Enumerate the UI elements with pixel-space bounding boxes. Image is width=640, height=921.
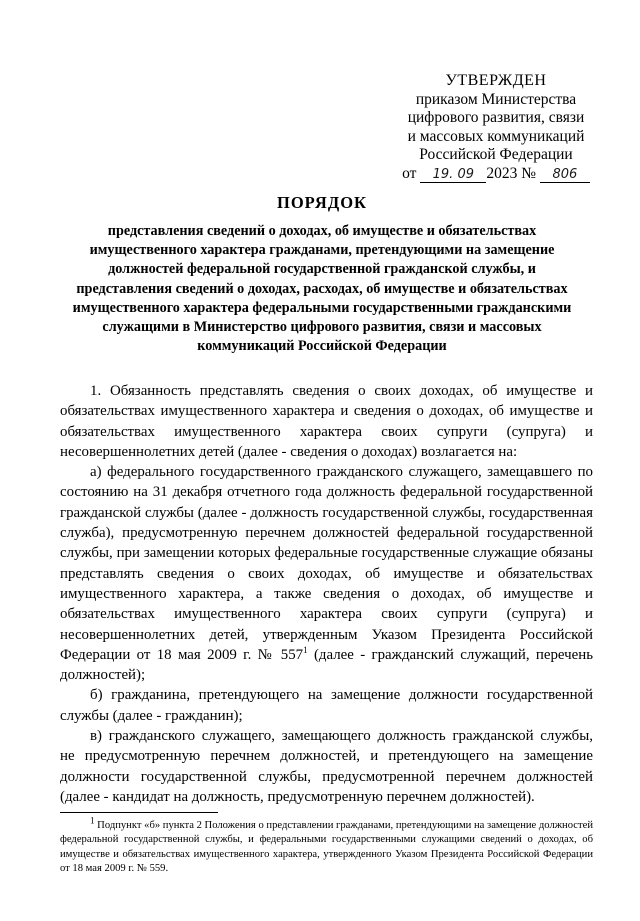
approval-stamp [390,72,602,184]
approval-line-1: приказом Министерства [415,90,577,108]
paragraph-c: в) гражданского служащего, замещающего должность гражданской службы, не предусмотренную перечнем должностей, и претендующего на замещение должности государственной службы, предусмотренной перечнем должностей (далее - кандидат на должность, предусмотренную перечнем должностей). [60,728,593,805]
paragraph-a-tail: (далее - гражданский служащий, перечень должностей); [60,646,593,684]
footnote-text: Подпункт «б» пункта 2 Положения о представлении гражданами, претендующими на замещение должностей федеральной государственной службы, и федеральными государственными служащими сведений о доходах, об имуществе и обязательствах имущественного характера, утвержденного Указом Президента Российской Федерации от 18 мая 2009 г. № 559. [60,820,593,875]
footnote-divider [60,812,218,813]
paragraph-1: 1. Обязанность представлять сведения о своих доходах, об имуществе и обязательствах имущественного характера и сведения о доходах, об имуществе и обязательствах имущественного характера своих супруги (супруга) и несовершеннолетних детей (далее - сведения о доходах) возлагается на: [60,383,593,460]
date-prefix: от [402,164,417,182]
document-title: ПОРЯДОК [277,193,367,212]
document-body [60,381,593,807]
paragraph-a-text: а) федерального государственного гражданского служащего, замещавшего по состоянию на 31 декабря отчетного года должность федеральной государственной гражданской службы (далее - должность государственной службы, государственная служба), предусмотренную перечнем должностей федеральной государственной службы, при замещении которых федеральные государственные служащие обязаны представлять сведения о своих доходах, об имуществе и обязательствах имущественного характера, а также сведения о доходах, об имуществе и обязательствах имущественного характера своих супруги (супруга) и несовершеннолетних детей, утвержденным Указом Президента Российской Федерации от 18 мая 2009 г. № 557 [60,464,593,663]
footnote-mark: 1 [90,815,95,826]
paragraph-a [60,462,593,685]
footnote-reference: 1 [303,644,308,655]
footnote-body [60,815,593,877]
document-title-block [60,193,584,356]
handwritten-order-number: 806 [540,167,590,183]
paragraph-b: б) гражданина, претендующего на замещение должности государственной службы (далее - гражданин); [60,687,593,724]
approval-heading: УТВЕРЖДЕН [445,72,547,89]
handwritten-date: 19. 09 [420,167,486,183]
footnote [60,815,593,877]
approval-line-4: Российской Федерации [419,146,573,164]
approval-line-3: и массовых коммуникаций [407,127,585,145]
approval-year: 2023 № [486,164,536,182]
document-subtitle: представления сведений о доходах, об имуществе и обязательствах имущественного характера гражданами, претендующими на замещение должностей федеральной государственной гражданской службы, и представления сведений о доходах, расходах, об имуществе и обязательствах имущественного характера федеральными государственными гражданскими служащими в Министерство цифрового развития, связи и массовых коммуникаций Российской Федерации [72,223,572,355]
approval-date-line [390,165,602,184]
approval-line-2: цифрового развития, связи [407,109,585,127]
